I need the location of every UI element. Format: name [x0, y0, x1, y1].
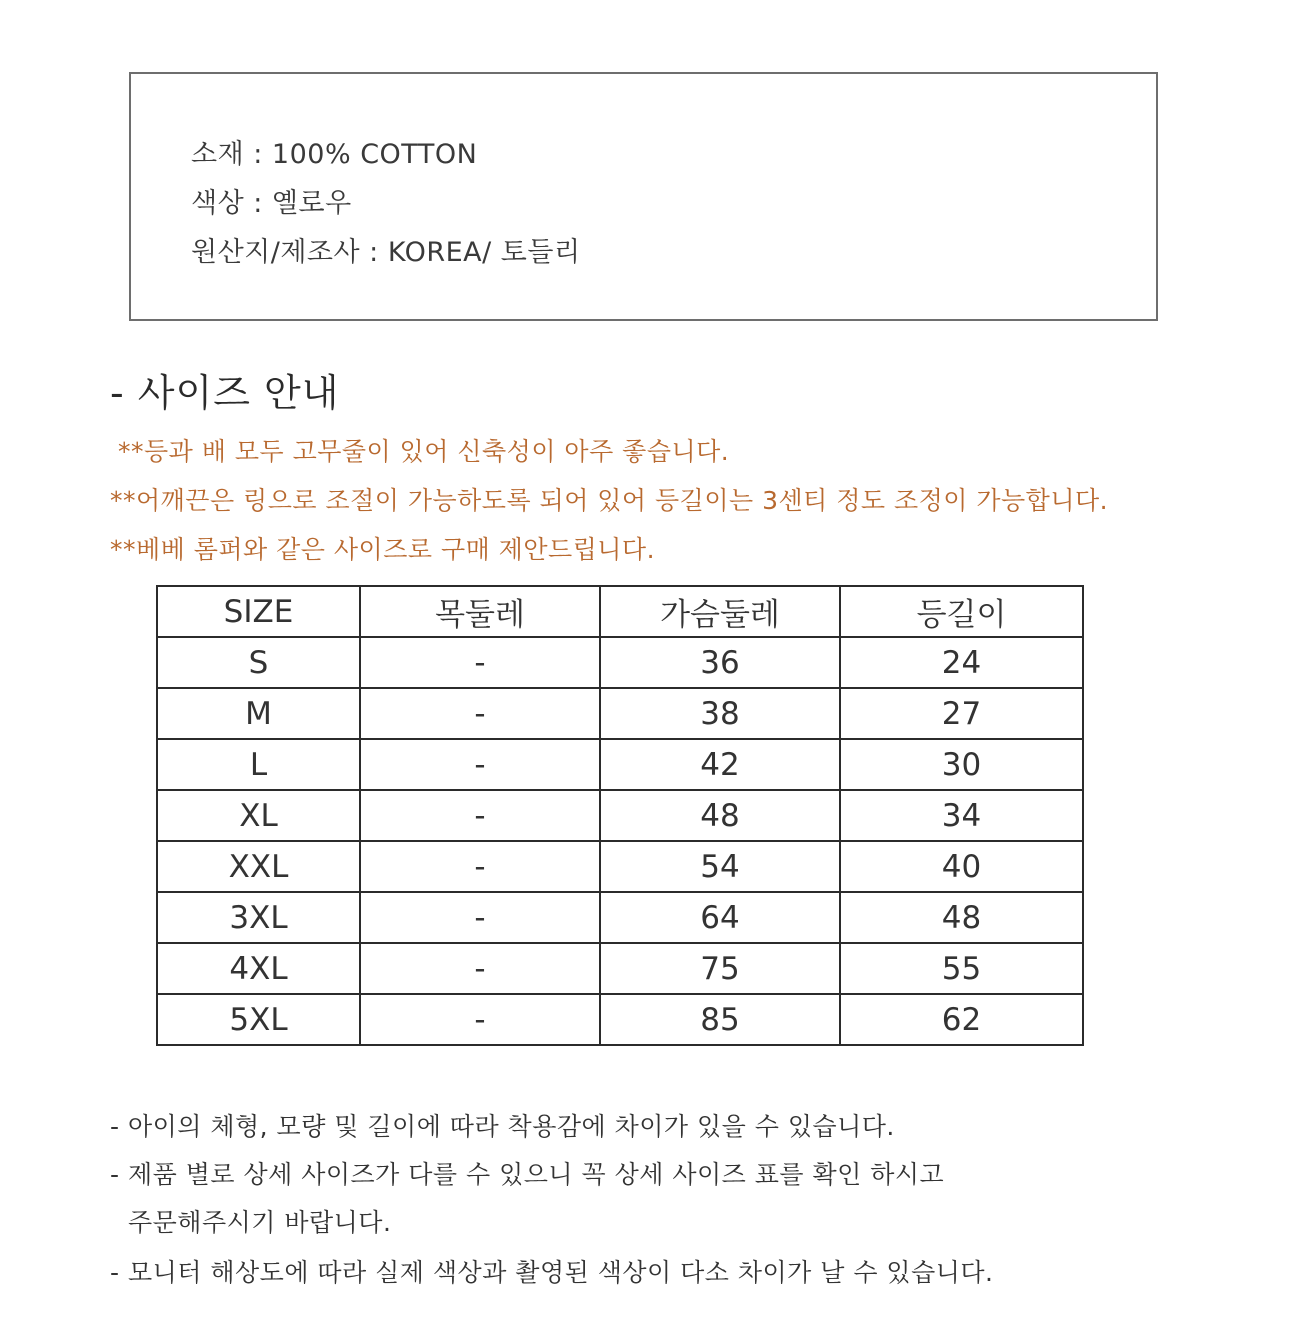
size-cell: 5XL	[157, 994, 360, 1045]
neck-cell: -	[360, 790, 600, 841]
product-info-box	[129, 72, 1158, 321]
size-guide-title: - 사이즈 안내	[110, 371, 340, 415]
chest-cell: 75	[600, 943, 840, 994]
table-row	[157, 841, 1083, 892]
header-size: SIZE	[157, 586, 360, 637]
size-note-3: **베베 롬퍼와 같은 사이즈로 구매 제안드립니다.	[110, 535, 656, 564]
color-text: 색상 : 옐로우	[191, 188, 352, 219]
size-table	[156, 585, 1084, 1046]
chest-cell: 36	[600, 637, 840, 688]
table-row	[157, 994, 1083, 1045]
table-row	[157, 739, 1083, 790]
chest-cell: 48	[600, 790, 840, 841]
size-cell: 3XL	[157, 892, 360, 943]
neck-cell: -	[360, 994, 600, 1045]
footer-note-size-check: - 제품 별로 상세 사이즈가 다를 수 있으니 꼭 상세 사이즈 표를 확인 하시고	[110, 1160, 945, 1189]
back-length-cell: 30	[840, 739, 1083, 790]
chest-cell: 85	[600, 994, 840, 1045]
header-back-length: 등길이	[840, 586, 1083, 637]
header-neck: 목둘레	[360, 586, 600, 637]
chest-cell: 42	[600, 739, 840, 790]
back-length-cell: 27	[840, 688, 1083, 739]
size-cell: S	[157, 637, 360, 688]
origin-text: 원산지/제조사 : KOREA/ 토들리	[191, 237, 581, 268]
back-length-cell: 62	[840, 994, 1083, 1045]
neck-cell: -	[360, 739, 600, 790]
size-cell: M	[157, 688, 360, 739]
table-row	[157, 637, 1083, 688]
table-row	[157, 688, 1083, 739]
size-note-2: **어깨끈은 링으로 조절이 가능하도록 되어 있어 등길이는 3센티 정도 조정이 가능합니다.	[110, 486, 1109, 515]
neck-cell: -	[360, 892, 600, 943]
size-cell: XL	[157, 790, 360, 841]
size-cell: XXL	[157, 841, 360, 892]
neck-cell: -	[360, 688, 600, 739]
chest-cell: 54	[600, 841, 840, 892]
back-length-cell: 24	[840, 637, 1083, 688]
back-length-cell: 55	[840, 943, 1083, 994]
table-row	[157, 943, 1083, 994]
back-length-cell: 48	[840, 892, 1083, 943]
header-chest: 가슴둘레	[600, 586, 840, 637]
back-length-cell: 40	[840, 841, 1083, 892]
footer-note-fit: - 아이의 체형, 모량 및 길이에 따라 착용감에 차이가 있을 수 있습니다.	[110, 1112, 895, 1141]
footer-note-size-check-cont: 주문해주시기 바랍니다.	[128, 1208, 392, 1237]
table-row	[157, 790, 1083, 841]
material-text: 소재 : 100% COTTON	[191, 139, 478, 170]
back-length-cell: 34	[840, 790, 1083, 841]
size-cell: L	[157, 739, 360, 790]
neck-cell: -	[360, 637, 600, 688]
chest-cell: 64	[600, 892, 840, 943]
size-note-1: **등과 배 모두 고무줄이 있어 신축성이 아주 좋습니다.	[118, 437, 730, 466]
footer-note-monitor: - 모니터 해상도에 따라 실제 색상과 촬영된 색상이 다소 차이가 날 수 있습니다.	[110, 1258, 994, 1287]
table-row	[157, 892, 1083, 943]
chest-cell: 38	[600, 688, 840, 739]
table-header-row	[157, 586, 1083, 637]
size-cell: 4XL	[157, 943, 360, 994]
neck-cell: -	[360, 841, 600, 892]
neck-cell: -	[360, 943, 600, 994]
